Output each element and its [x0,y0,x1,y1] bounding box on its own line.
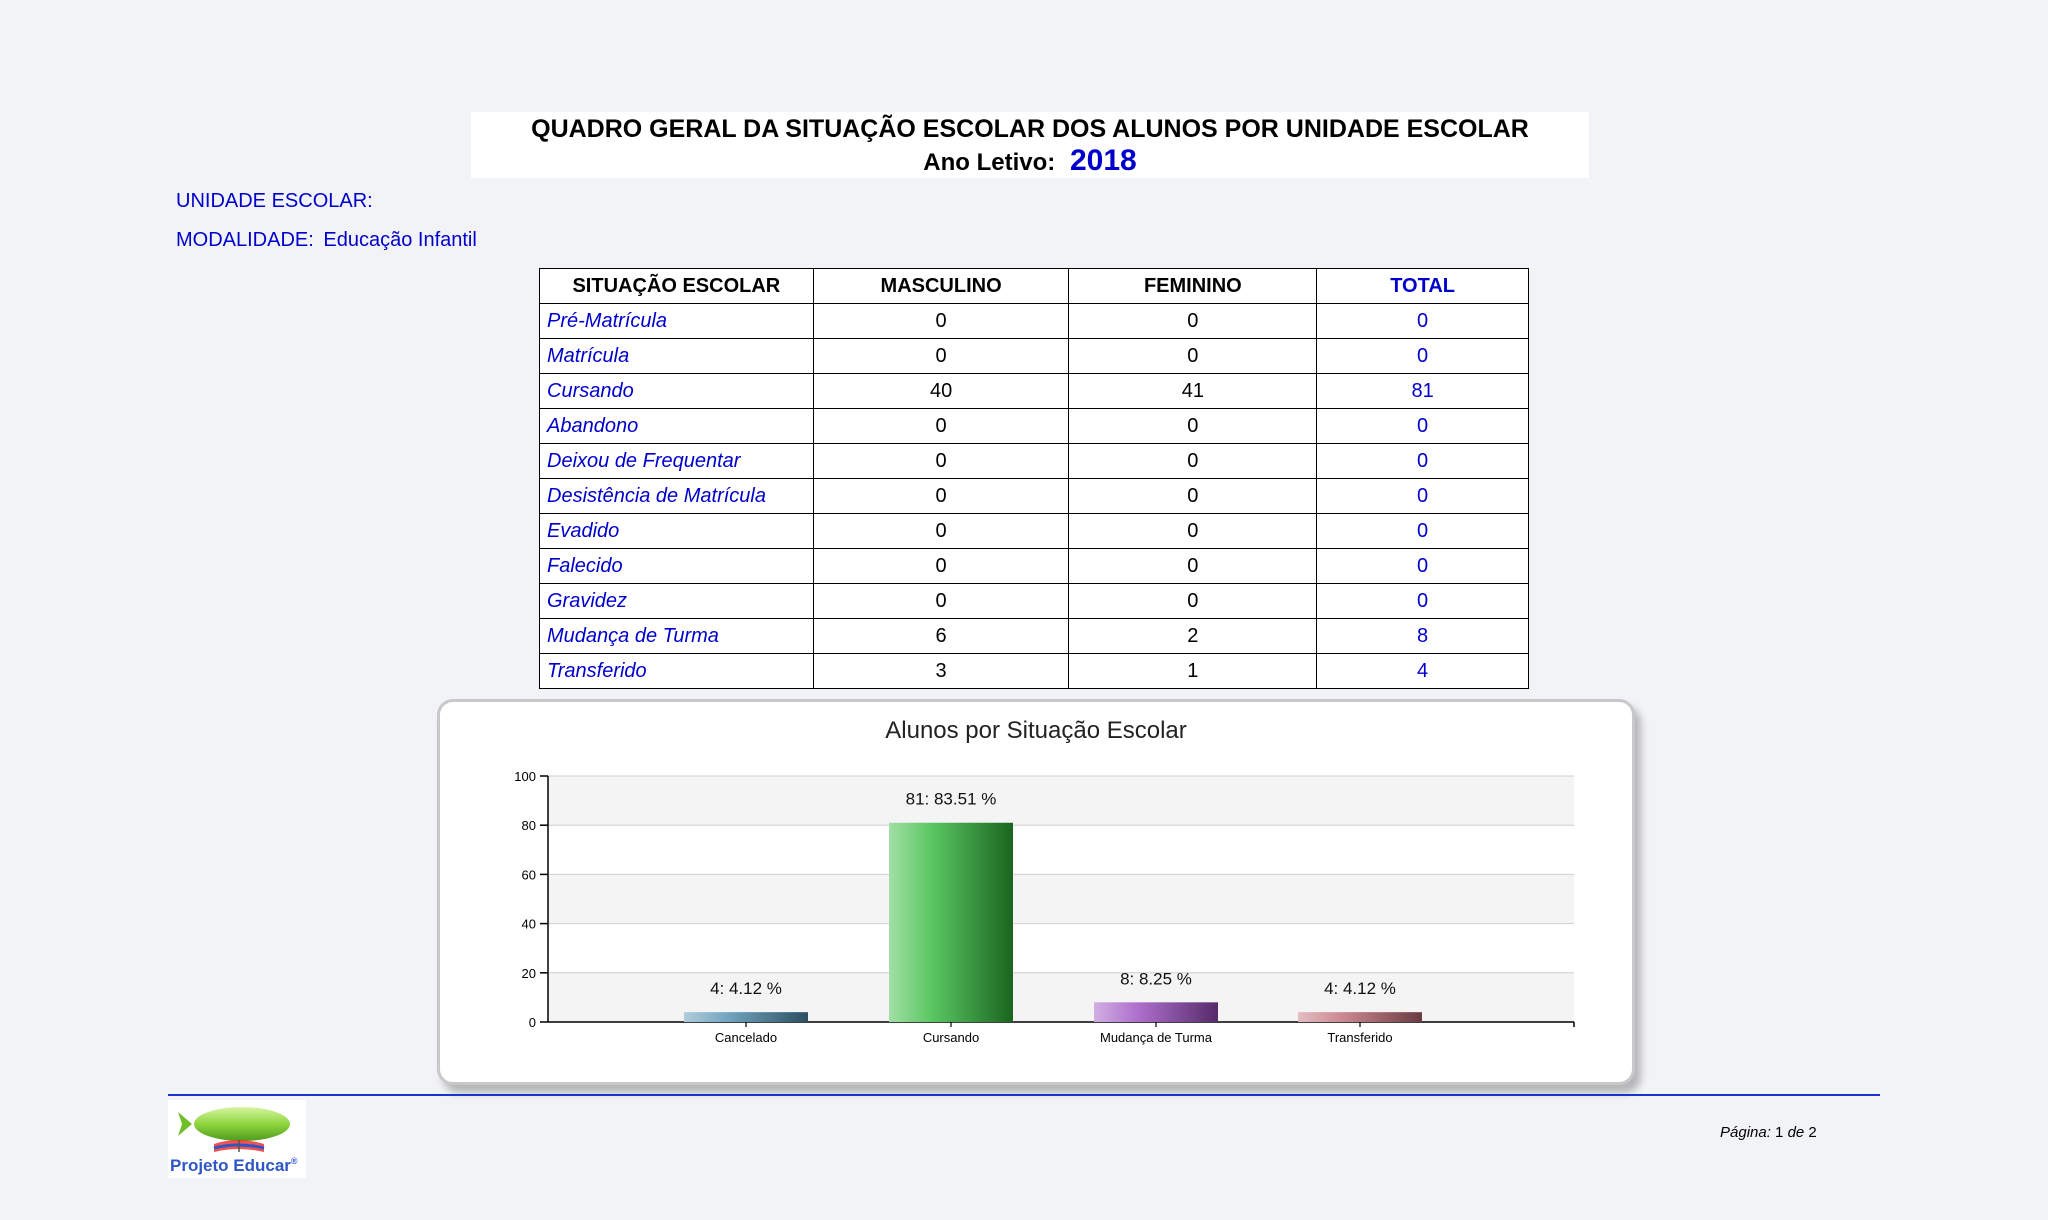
row-total: 0 [1317,584,1529,619]
y-tick-label: 20 [521,965,536,981]
row-masculino: 3 [813,654,1069,689]
row-feminino: 0 [1069,444,1317,479]
table-row [540,514,1529,549]
bar-mudança-de-turma [1094,1002,1218,1022]
logo [168,1100,306,1178]
row-masculino: 0 [813,584,1069,619]
x-tick-label: Transferido [1327,1030,1393,1045]
plot-band [548,776,1574,825]
school-year-label: Ano Letivo: [923,149,1056,176]
school-year [471,144,1589,180]
footer-divider [168,1094,1880,1096]
row-total: 0 [1317,339,1529,374]
table-row [540,339,1529,374]
report-title: QUADRO GERAL DA SITUAÇÃO ESCOLAR DOS ALUNOS POR UNIDADE ESCOLAR [531,115,1529,143]
table-row [540,409,1529,444]
table-row [540,654,1529,689]
row-feminino: 0 [1069,479,1317,514]
plot-band [548,825,1574,874]
row-total: 4 [1317,654,1529,689]
row-label: Desistência de Matrícula [540,479,814,514]
row-total: 0 [1317,479,1529,514]
chart-title: Alunos por Situação Escolar [885,717,1187,744]
y-tick-label: 60 [521,867,536,883]
row-label: Transferido [540,654,814,689]
x-tick-label: Cancelado [714,1030,778,1045]
y-tick-label: 100 [514,769,536,784]
table-row [540,374,1529,409]
table-header-row [540,269,1529,304]
row-masculino: 0 [813,549,1069,584]
header-situacao: SITUAÇÃO ESCOLAR [540,269,814,304]
row-masculino: 0 [813,444,1069,479]
row-total: 81 [1317,374,1529,409]
modality-label: MODALIDADE: [176,229,314,251]
y-tick-label: 40 [521,916,536,932]
row-label: Falecido [540,549,814,584]
plot-band [548,924,1574,973]
school-year-value: 2018 [1069,144,1137,177]
row-masculino: 0 [813,304,1069,339]
school-unit-label: UNIDADE ESCOLAR: [176,190,373,212]
modality-value: Educação Infantil [323,229,477,251]
row-label: Evadido [540,514,814,549]
table-row [540,479,1529,514]
row-feminino: 0 [1069,409,1317,444]
row-masculino: 0 [813,339,1069,374]
row-total: 0 [1317,549,1529,584]
modality [176,229,477,252]
chart-panel [437,699,1635,1085]
row-total: 0 [1317,409,1529,444]
row-feminino: 2 [1069,619,1317,654]
bar-data-label: 4: 4.12 % [1324,979,1396,999]
page-current: 1 [1775,1124,1784,1141]
row-label: Gravidez [540,584,814,619]
school-unit [176,190,377,213]
row-label: Mudança de Turma [540,619,814,654]
row-feminino: 0 [1069,339,1317,374]
row-feminino: 0 [1069,549,1317,584]
row-total: 0 [1317,444,1529,479]
header-masculino: MASCULINO [813,269,1069,304]
report-header [471,112,1589,178]
row-total: 0 [1317,514,1529,549]
row-total: 0 [1317,304,1529,339]
table-row [540,444,1529,479]
table-row [540,304,1529,339]
row-label: Matrícula [540,339,814,374]
page-total: 2 [1808,1124,1817,1141]
row-feminino: 41 [1069,374,1317,409]
y-tick-label: 80 [521,818,536,834]
header-feminino: FEMININO [1069,269,1317,304]
page-indicator [1720,1124,1817,1141]
table-row [540,619,1529,654]
status-table [539,268,1529,689]
bar-cancelado [684,1012,808,1022]
row-masculino: 6 [813,619,1069,654]
y-tick-label: 0 [528,1015,536,1030]
row-label: Deixou de Frequentar [540,444,814,479]
row-masculino: 0 [813,409,1069,444]
table-row [540,584,1529,619]
row-label: Abandono [540,409,814,444]
page-of: de [1787,1124,1805,1141]
bar-data-label: 81: 83.51 % [905,789,997,809]
page-label: Página: [1720,1124,1771,1141]
bar-data-label: 4: 4.12 % [710,979,782,999]
bar-data-label: 8: 8.25 % [1120,969,1192,989]
header-total: TOTAL [1317,269,1529,304]
row-label: Cursando [540,374,814,409]
row-label: Pré-Matrícula [540,304,814,339]
plot-band [548,874,1574,923]
row-masculino: 0 [813,479,1069,514]
row-feminino: 1 [1069,654,1317,689]
bar-chart [440,702,1632,1082]
bar-cursando [889,823,1013,1022]
row-total: 8 [1317,619,1529,654]
x-tick-label: Mudança de Turma [1099,1030,1213,1045]
row-feminino: 0 [1069,584,1317,619]
row-feminino: 0 [1069,304,1317,339]
bar-transferido [1298,1012,1422,1022]
x-tick-label: Cursando [922,1030,980,1045]
table-row [540,549,1529,584]
logo-text: Projeto Educar® [170,1156,298,1175]
row-masculino: 0 [813,514,1069,549]
row-feminino: 0 [1069,514,1317,549]
row-masculino: 40 [813,374,1069,409]
blimp-logo-icon [168,1100,306,1158]
